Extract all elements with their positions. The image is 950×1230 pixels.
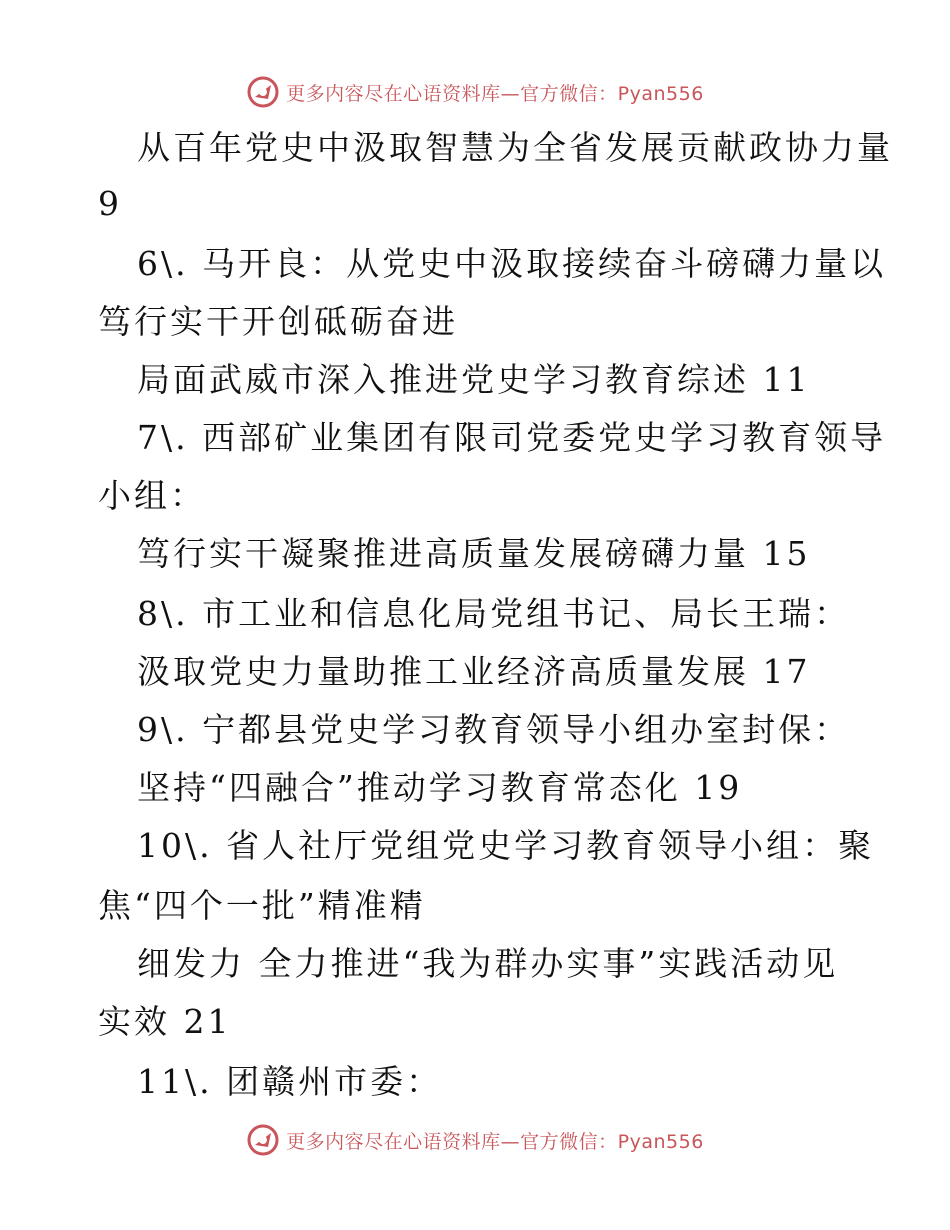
toc-line: 汲取党史力量助推工业经济高质量发展 17	[137, 652, 811, 691]
toc-line: 坚持“四融合”推动学习教育常态化 19	[137, 768, 743, 807]
toc-line: 笃行实干凝聚推进高质量发展磅礴力量 15	[137, 534, 811, 573]
toc-line: 8\. 市工业和信息化局党组书记、局长王瑞：	[137, 594, 851, 633]
toc-line: 11\. 团赣州市委：	[137, 1062, 443, 1101]
toc-line: 9\. 宁都县党史学习教育领导小组办室封保：	[137, 710, 851, 749]
toc-line: 小组：	[98, 476, 206, 515]
toc-line: 9	[98, 184, 122, 223]
footer-watermark	[0, 1118, 950, 1162]
watermark-text: 更多内容尽在心语资料库—官方微信：Pyan556	[286, 1130, 704, 1153]
toc-line: 7\. 西部矿业集团有限司党委党史学习教育领导	[137, 418, 887, 457]
toc-line: 焦“四个一批”精准精	[98, 886, 426, 925]
toc-line: 从百年党史中汲取智慧为全省发展贡献政协力量	[137, 128, 893, 167]
toc-line: 6\. 马开良：从党史中汲取接续奋斗磅礴力量以	[137, 244, 887, 283]
toc-line: 笃行实干开创砥砺奋进	[98, 302, 458, 341]
toc-line: 局面武威市深入推进党史学习教育综述 11	[137, 360, 811, 399]
header-watermark	[0, 70, 950, 114]
watermark-text: 更多内容尽在心语资料库—官方微信：Pyan556	[286, 82, 704, 105]
toc-line: 实效 21	[98, 1002, 232, 1041]
seal-logo-icon	[246, 1123, 280, 1157]
toc-line: 细发力 全力推进“我为群办实事”实践活动见	[137, 944, 839, 983]
toc-line: 10\. 省人社厅党组党史学习教育领导小组：聚	[137, 826, 875, 865]
seal-logo-icon	[246, 75, 280, 109]
